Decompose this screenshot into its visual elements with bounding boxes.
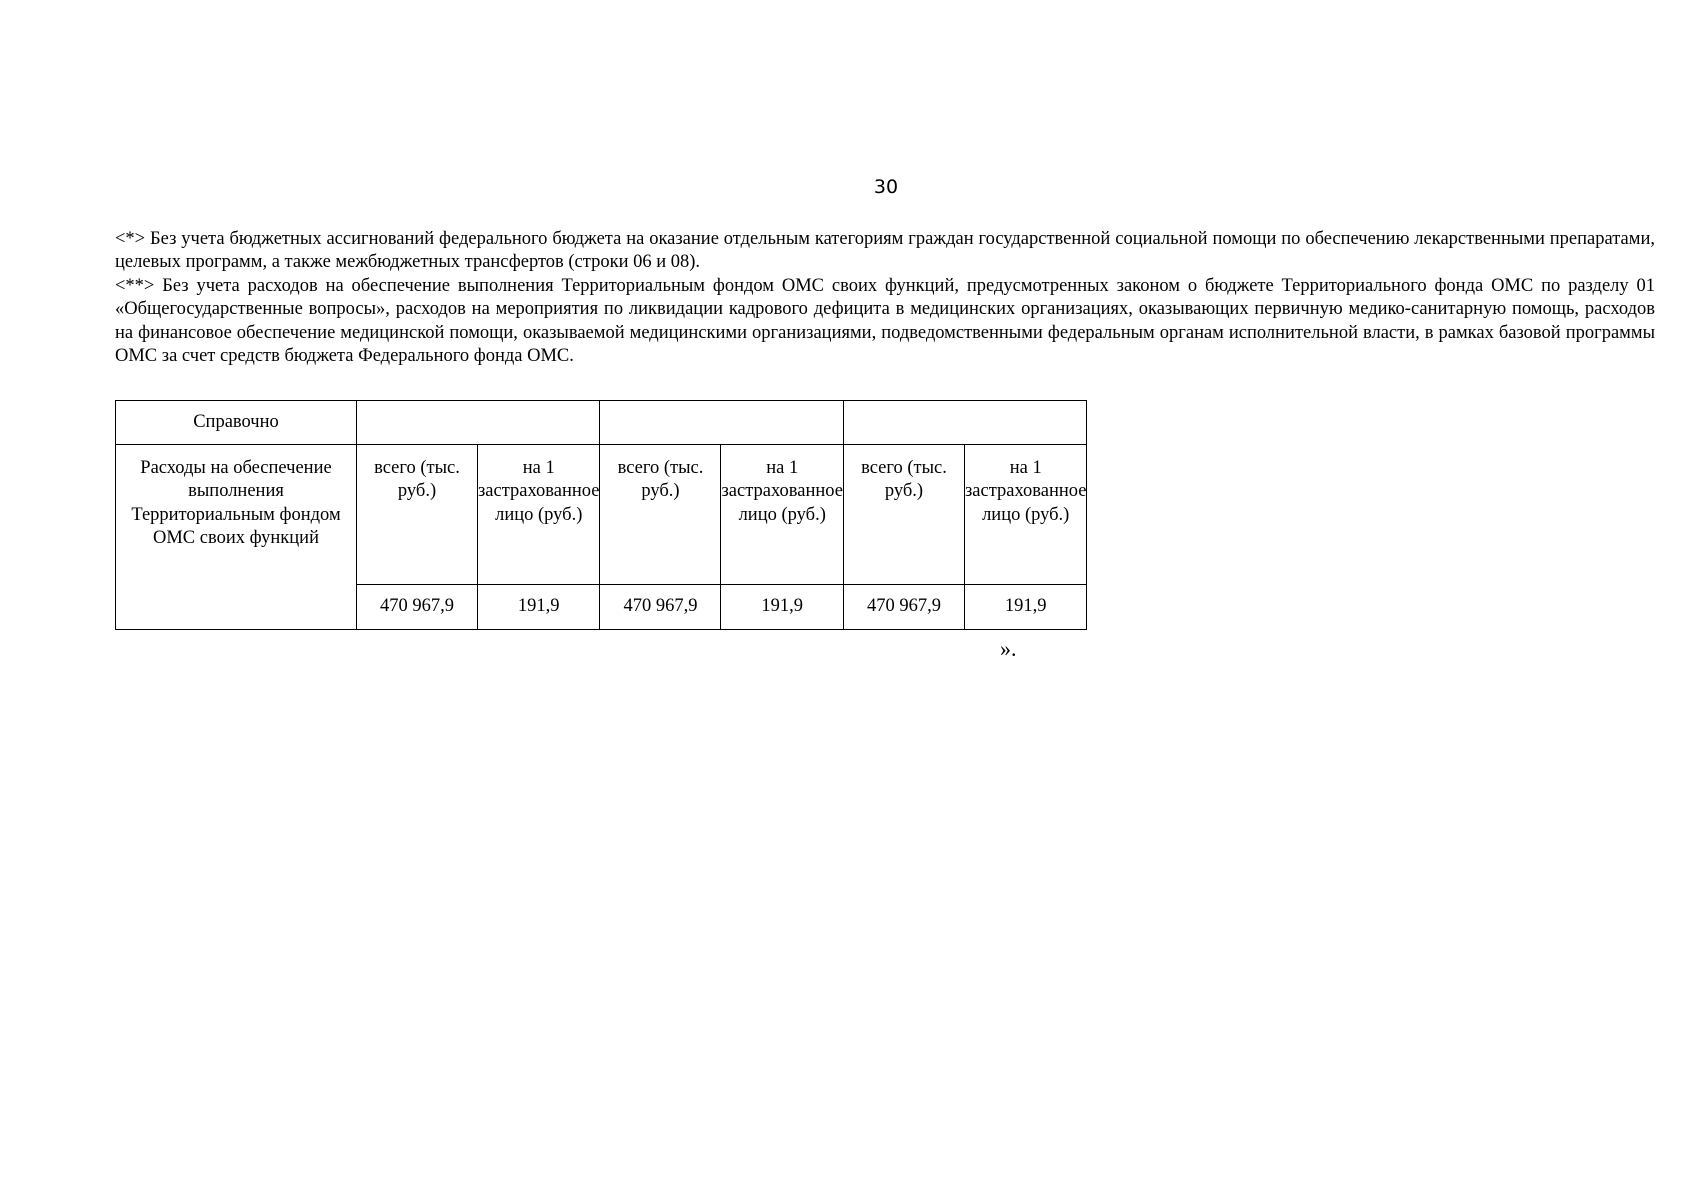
group-1-per-person-value: 191,9: [478, 585, 600, 630]
group-1-total-label: всего (тыс. руб.): [357, 445, 478, 585]
table-header-row: [116, 401, 1087, 445]
group-1-per-person-label: на 1 застрахованное лицо (руб.): [478, 445, 600, 585]
footnotes: [115, 228, 1655, 368]
header-cell-reference: Справочно: [116, 401, 357, 445]
table-column-labels-row: [116, 445, 1087, 585]
page-number: 30: [873, 176, 899, 198]
group-3-per-person-value: 191,9: [964, 585, 1086, 630]
row-label-cell: Расходы на обеспечение выполнения Территориальным фондом ОМС своих функций: [116, 445, 357, 630]
header-cell-group-3: [843, 401, 1086, 445]
group-1-total-value: 470 967,9: [357, 585, 478, 630]
reference-table: [115, 400, 1087, 630]
group-2-total-value: 470 967,9: [600, 585, 721, 630]
group-3-total-label: всего (тыс. руб.): [843, 445, 964, 585]
group-2-per-person-label: на 1 застрахованное лицо (руб.): [721, 445, 843, 585]
group-3-per-person-label: на 1 застрахованное лицо (руб.): [964, 445, 1086, 585]
group-2-per-person-value: 191,9: [721, 585, 843, 630]
header-cell-group-1: [357, 401, 600, 445]
closing-quote-mark: ».: [1000, 636, 1017, 661]
group-2-total-label: всего (тыс. руб.): [600, 445, 721, 585]
group-3-total-value: 470 967,9: [843, 585, 964, 630]
footnote-double-asterisk: <**> Без учета расходов на обеспечение выполнения Территориальным фондом ОМС своих функций, предусмотренных законом о бюджете Территориального фонда ОМС по разделу 01 «Общегосударственные вопросы», расходов на мероприятия по ликвидации кадрового дефицита в медицинских организациях, оказывающих первичную медико-санитарную помощь, расходов на финансовое обеспечение медицинской помощи, оказываемой медицинскими организациями, подведомственными федеральным органам исполнительной власти, в рамках базовой программы ОМС за счет средств бюджета Федерального фонда ОМС.: [115, 275, 1655, 367]
header-cell-group-2: [600, 401, 843, 445]
footnote-single-asterisk: <*> Без учета бюджетных ассигнований федерального бюджета на оказание отдельным категориям граждан государственной социальной помощи по обеспечению лекарственными препаратами, целевых программ, а также межбюджетных трансфертов (строки 06 и 08).: [115, 229, 1655, 273]
